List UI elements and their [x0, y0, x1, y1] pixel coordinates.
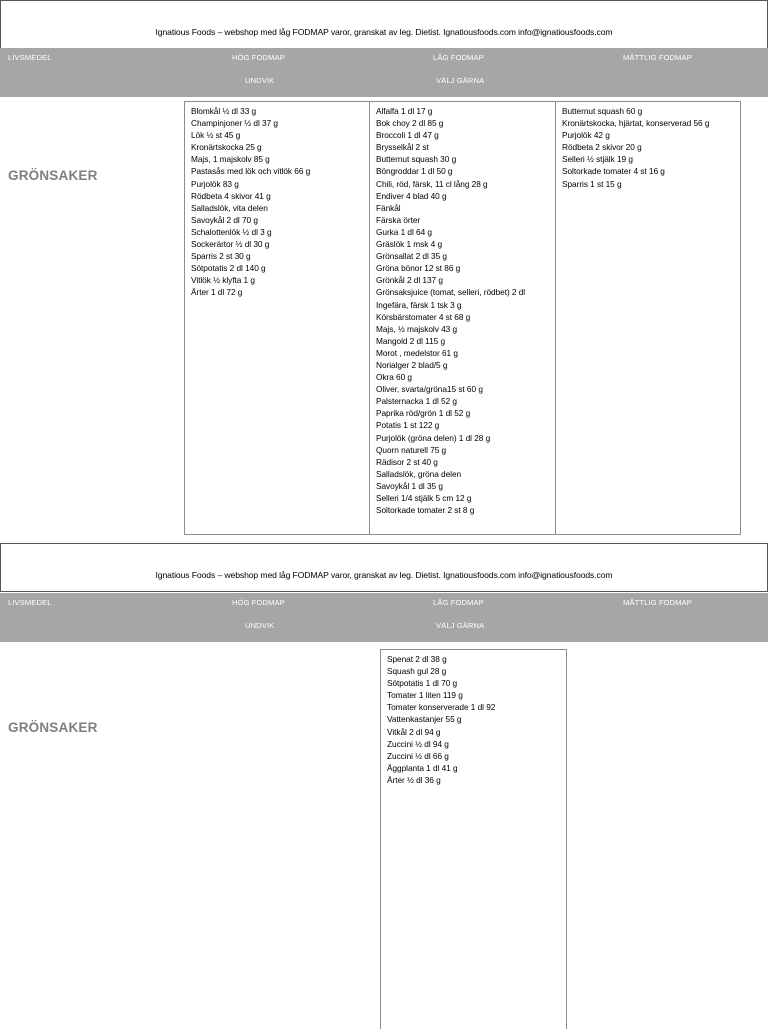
mattlig-fodmap-column — [555, 101, 741, 535]
page-2 — [0, 543, 768, 1024]
list-item: Butternut squash 60 g — [562, 106, 643, 116]
page-header — [0, 0, 768, 49]
list-item: Mangold 2 dl 115 g — [376, 335, 446, 346]
list-item: Grönsaksjuice (tomat, selleri, rödbet) 2 dl — [376, 287, 526, 298]
list-item: Gröna bönor 12 st 86 g — [376, 263, 461, 274]
list-item: Gurka 1 dl 64 g — [376, 226, 432, 237]
list-item: Squash gul 28 g — [387, 666, 447, 677]
list-item: Ingefära, färsk 1 tsk 3 g — [376, 299, 462, 310]
list-item: Tomater 1 liten 119 g — [387, 690, 463, 701]
list-item: Fänkål — [376, 202, 401, 213]
list-item: Potatis 1 st 122 g — [376, 420, 440, 431]
mattlig-fodmap-label: MÅTTLIG FODMAP — [623, 598, 692, 607]
list-item: Äggplanta 1 dl 41 g — [387, 762, 458, 773]
category-label: GRÖNSAKER — [8, 168, 98, 183]
list-item: Kronärtskocka, hjärtat, konserverad 56 g — [562, 118, 710, 129]
list-item: Sparris 2 st 30 g — [191, 251, 251, 262]
list-item: Alfalfa 1 dl 17 g — [376, 106, 433, 116]
list-item: Schalottenlök ½ dl 3 g — [191, 226, 272, 237]
list-item: Lök ½ st 45 g — [191, 130, 241, 141]
list-item: Kronärtskocka 25 g — [191, 142, 262, 153]
list-item: Blomkål ½ dl 33 g — [191, 106, 257, 116]
list-item: Böngroddar 1 dl 50 g — [376, 166, 453, 177]
list-item: Spenat 2 dl 38 g — [387, 654, 447, 664]
list-item: Purjolök 42 g — [562, 130, 610, 141]
hog-fodmap-label: HÖG FODMAP — [232, 53, 285, 62]
hog-fodmap-label: HÖG FODMAP — [232, 598, 285, 607]
list-item: Sötpotatis 1 dl 70 g — [387, 678, 458, 689]
list-item: Oliver, svarta/gröna15 st 60 g — [376, 384, 483, 395]
list-item: Savoykål 2 dl 70 g — [191, 214, 258, 225]
list-item: Vattenkastanjer 55 g — [387, 714, 462, 725]
list-item: Brysselkål 2 st — [376, 142, 429, 153]
lag-fodmap-list — [376, 105, 555, 516]
hog-fodmap-column — [184, 101, 370, 535]
lag-fodmap-list-continued — [387, 653, 566, 786]
list-item: Gräslök 1 msk 4 g — [376, 239, 443, 250]
list-item: Grönsallat 2 dl 35 g — [376, 251, 447, 262]
undvik-label: UNDVIK — [245, 76, 275, 85]
list-item: Rödbeta 4 skivor 41 g — [191, 190, 271, 201]
lag-fodmap-label: LÅG FODMAP — [433, 53, 484, 62]
list-item: Paprika röd/grön 1 dl 52 g — [376, 408, 471, 419]
list-item: Purjolök (gröna delen) 1 dl 28 g — [376, 432, 491, 443]
page-header — [0, 543, 768, 592]
list-item: Selleri ½ stjälk 19 g — [562, 154, 633, 165]
column-header-band — [0, 48, 768, 97]
list-item: Majs, ½ majskolv 43 g — [376, 323, 458, 334]
list-item: Zuccini ½ dl 66 g — [387, 750, 449, 761]
list-item: Vitlök ½ klyfta 1 g — [191, 275, 255, 286]
list-item: Champinjoner ½ dl 37 g — [191, 118, 278, 129]
lag-fodmap-column-continued — [380, 649, 567, 1029]
list-item: Okra 60 g — [376, 372, 412, 383]
mattlig-fodmap-list — [562, 105, 740, 190]
list-item: Pastasås med lök och vitlök 66 g — [191, 166, 311, 177]
list-item: Tomater konserverade 1 dl 92 — [387, 702, 496, 713]
hog-fodmap-list — [191, 105, 369, 299]
list-item: Chili, röd, färsk, 11 cl lång 28 g — [376, 178, 488, 189]
list-item: Ärter 1 dl 72 g — [191, 287, 243, 298]
list-item: Sparris 1 st 15 g — [562, 178, 622, 189]
list-item: Salladslök, gröna delen — [376, 468, 462, 479]
mattlig-fodmap-label: MÅTTLIG FODMAP — [623, 53, 692, 62]
list-item: Ärter ½ dl 36 g — [387, 774, 441, 785]
list-item: Broccoli 1 dl 47 g — [376, 130, 439, 141]
category-label: GRÖNSAKER — [8, 720, 98, 735]
list-item: Bok choy 2 dl 85 g — [376, 118, 444, 129]
list-item: Selleri 1/4 stjälk 5 cm 12 g — [376, 493, 472, 503]
list-item: Zuccini ½ dl 94 g — [387, 738, 449, 749]
livsmedel-label: LIVSMEDEL — [8, 53, 52, 62]
list-item: Morot , medelstor 61 g — [376, 347, 458, 358]
valj-garna-label: VÄLJ GÄRNA — [436, 76, 485, 85]
list-item: Quorn naturell 75 g — [376, 444, 447, 455]
list-item: Grönkål 2 dl 137 g — [376, 275, 443, 286]
list-item: Soltorkade tomater 2 st 8 g — [376, 505, 475, 516]
list-item: Norialger 2 blad/5 g — [376, 359, 448, 370]
list-item: Soltorkade tomater 4 st 16 g — [562, 166, 665, 177]
list-item: Butternut squash 30 g — [376, 154, 457, 165]
list-item: Sockerärtor ½ dl 30 g — [191, 239, 270, 250]
header-text: Ignatious Foods – webshop med låg FODMAP varor, granskat av leg. Dietist. Ignatiousfoods.com info@ignatiousfoods.com — [155, 570, 613, 580]
lag-fodmap-label: LÅG FODMAP — [433, 598, 484, 607]
list-item: Endiver 4 blad 40 g — [376, 190, 447, 201]
list-item: Salladslök, vita delen — [191, 202, 268, 213]
valj-garna-label: VÄLJ GÄRNA — [436, 621, 485, 630]
list-item: Majs, 1 majskolv 85 g — [191, 154, 270, 165]
list-item: Vitkål 2 dl 94 g — [387, 726, 441, 737]
livsmedel-label: LIVSMEDEL — [8, 598, 52, 607]
list-item: Savoykål 1 dl 35 g — [376, 480, 443, 491]
undvik-label: UNDVIK — [245, 621, 275, 630]
list-item: Palsternacka 1 dl 52 g — [376, 396, 457, 407]
header-text: Ignatious Foods – webshop med låg FODMAP varor, granskat av leg. Dietist. Ignatiousfoods.com info@ignatiousfoods.com — [155, 27, 613, 37]
list-item: Sötpotatis 2 dl 140 g — [191, 263, 266, 274]
column-header-band — [0, 593, 768, 642]
lag-fodmap-column — [369, 101, 556, 535]
list-item: Körsbärstomater 4 st 68 g — [376, 311, 471, 322]
list-item: Purjolök 83 g — [191, 178, 239, 189]
list-item: Rädisor 2 st 40 g — [376, 456, 438, 467]
list-item: Rödbeta 2 skivor 20 g — [562, 142, 642, 153]
list-item: Färska örter — [376, 214, 421, 225]
